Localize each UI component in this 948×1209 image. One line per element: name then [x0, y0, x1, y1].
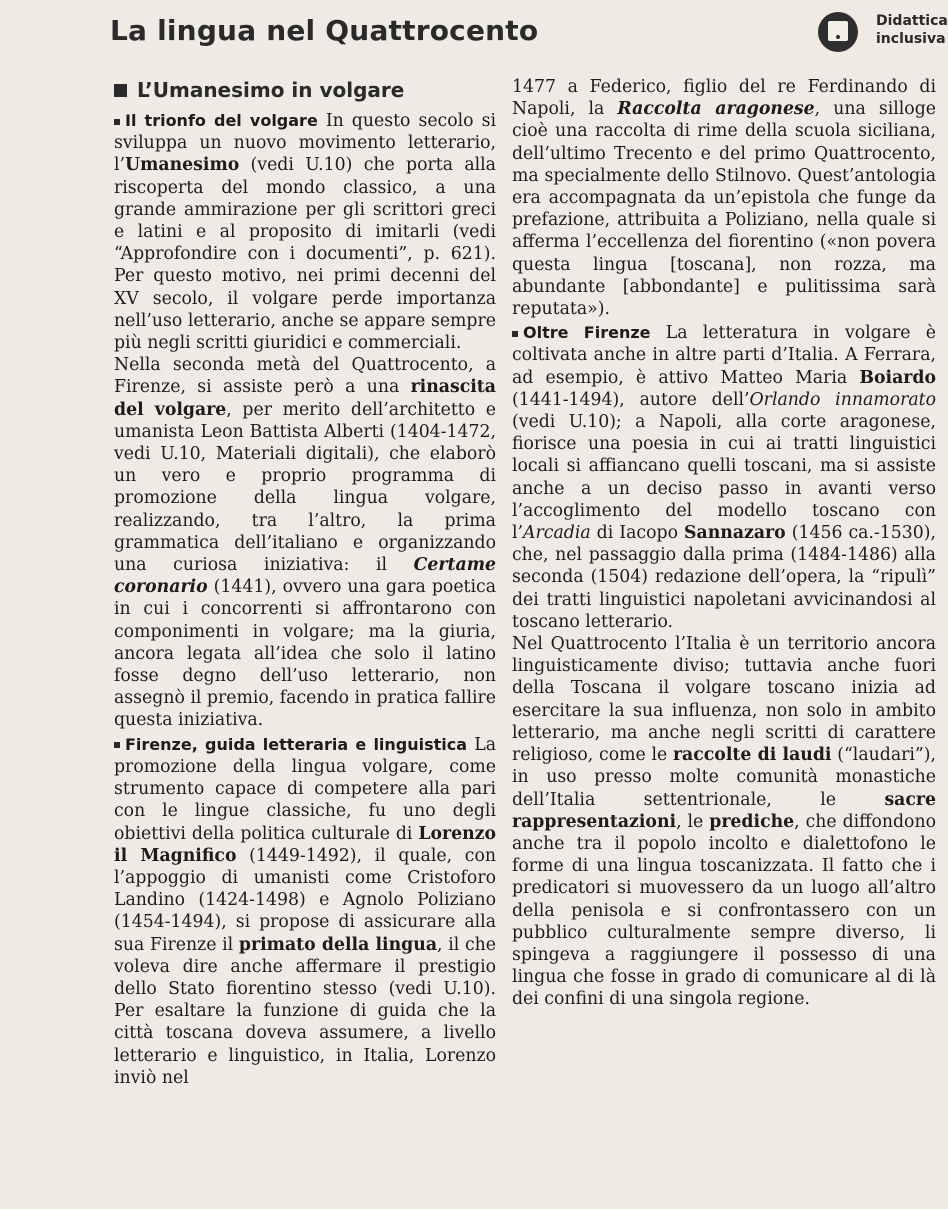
text: Nel Quattrocento l’Italia è un territorio ancora linguisticamente diviso; tuttavia anche fuori della Toscana il volgare toscano inizia ad esercitare la sua influenza, non solo in ambito letterario, ma anche negli scritti di carattere religioso, come le	[512, 634, 936, 766]
page-header	[0, 0, 948, 70]
paragraph-raccolta-aragonese	[512, 76, 936, 320]
bullet-icon	[114, 742, 120, 748]
text: In questo secolo si sviluppa un nuovo movimento letterario, l’	[114, 111, 496, 176]
paragraph-territorio-diviso	[512, 633, 936, 1010]
paragraph-firenze-guida	[114, 734, 496, 1089]
title-certame-coronario: Certame coronario	[114, 555, 496, 598]
text: La letteratura in volgare è coltivata anche in altre parti d’Italia. A Ferrara, ad esempio, è attivo Matteo Maria	[512, 323, 937, 388]
paragraph-trionfo-volgare	[114, 110, 496, 354]
text: Nella seconda metà del Quattrocento, a Firenze, si assiste però a una	[114, 355, 496, 398]
term-prediche: prediche	[709, 811, 795, 832]
bullet-icon	[512, 331, 518, 337]
title-arcadia: Arcadia	[523, 523, 591, 544]
subheading-firenze-guida: Firenze, guida letteraria e linguistica	[125, 734, 468, 754]
text: 1477 a Federico, figlio del re Ferdinando di Napoli, la	[512, 77, 936, 120]
text: , una silloge cioè una raccolta di rime della scuola siciliana, dell’ultimo Trecento e del primo Quattrocento, ma specialmente dello Stilnovo. Quest’antologia era accompagnata da un’epistola che funge da prefazione, attribuita a Poliziano, nella quale si afferma l’eccellenza del fiorentino («non povera questa lingua [toscana], non rozza, ma abundante [abbondante] e pulitissima sarà reputata»).	[512, 99, 937, 320]
term-umanesimo: Umanesimo	[125, 155, 240, 176]
right-column	[512, 76, 936, 1011]
term-rinascita-volgare: rinascita del volgare	[114, 377, 496, 420]
badge-icon-dot	[836, 35, 840, 39]
title-raccolta-aragonese: Raccolta aragonese	[617, 99, 815, 120]
term-sannazaro: Sannazaro	[684, 523, 786, 544]
text: (“laudari”), in uso presso molte comunità monastiche dell’Italia settentrionale, le	[512, 745, 936, 810]
term-raccolte-laudi: raccolte di laudi	[672, 745, 832, 766]
term-boiardo: Boiardo	[859, 367, 936, 388]
text: (vedi U.10); a Napoli, alla corte aragonese, fiorisce una poesia in cui ai tratti linguistici locali si affiancano quelli toscani, ma si assiste anche a un deciso passo in avanti verso l’accoglimento del modello toscano con l’	[512, 412, 936, 544]
text: (1456 ca.-1530), che, nel passaggio dalla prima (1484-1486) alla seconda (1504) redazione dell’opera, la “ripulì” dei tratti linguistici napoletani avvicinandosi al toscano letterario.	[512, 523, 936, 632]
term-sacre-rappresentazioni: sacre rappresentazioni	[512, 789, 936, 832]
subheading-trionfo-volgare: Il trionfo del volgare	[125, 111, 318, 130]
text: , il che voleva dire anche affermare il prestigio dello Stato fiorentino stesso (vedi U.10). Per esaltare la funzione di guida che la città toscana doveva assumere, a livello letterario e linguistico, in Italia, Lorenzo inviò nel	[114, 934, 496, 1088]
text: , che diffondono anche tra il popolo incolto e dialettofono le forme di una lingua toscanizzata. Il fatto che i predicatori si muovessero da un luogo all’altro della penisola e si confrontassero con un pubblico culturalmente sempre diverso, li spingeva a raggiungere il possesso di una lingua che fosse in grado di comunicare al di là dei confini di una singola regione.	[512, 811, 936, 1010]
text: (1449-1492), il quale, con l’appoggio di umanisti come Cristoforo Landino (1424-1498) e Agnolo Poliziano (1454-1494), si propose di assicurare alla sua Firenze il	[114, 845, 496, 955]
text: (1441), ovvero una gara poetica in cui i concorrenti si affrontarono con componimenti in volgare; ma la giuria, ancora legata all’idea che solo il latino fosse degno dell’uso letterario, non assegnò il premio, facendo in pratica fallire questa iniziativa.	[114, 577, 496, 731]
bullet-icon	[114, 119, 120, 125]
badge-line-2: inclusiva	[876, 31, 946, 47]
left-column	[114, 76, 496, 1089]
section-heading	[114, 78, 496, 102]
paragraph-rinascita-volgare	[114, 354, 496, 731]
section-title: L’Umanesimo in volgare	[137, 78, 405, 102]
term-lorenzo-magnifico: Lorenzo il Magnifico	[114, 823, 496, 866]
text: di Iacopo	[590, 523, 685, 544]
text: , per merito dell’architetto e umanista Leon Battista Alberti (1404-1472, vedi U.10, Materiali digitali), che elaborò un vero e proprio programma di promozione della lingua volgare, realizzando, tra l’altro, la prima grammatica dell’italiano e organizzando una curiosa iniziativa: il	[114, 399, 496, 576]
heading-square-icon	[114, 84, 127, 97]
paragraph-oltre-firenze	[512, 322, 936, 633]
title-orlando-innamorato: Orlando innamorato	[749, 389, 936, 410]
subheading-oltre-firenze: Oltre Firenze	[523, 323, 651, 343]
term-primato-lingua: primato della lingua	[238, 934, 438, 955]
badge-line-1: Didattica	[876, 13, 948, 29]
text: , le	[676, 811, 710, 832]
inclusive-teaching-icon	[818, 12, 858, 52]
page-title: La lingua nel Quattrocento	[110, 14, 539, 47]
text: La promozione della lingua volgare, come strumento capace di competere alla pari con le lingue classiche, fu uno degli obiettivi della politica culturale di	[114, 734, 497, 844]
inclusive-teaching-label	[876, 12, 948, 48]
text: (1441-1494), autore dell’	[512, 389, 750, 410]
text: (vedi U.10) che porta alla riscoperta del mondo classico, a una grande ammirazione per gli scrittori greci e latini e al proposito di imitarli (vedi “Approfondire con i documenti”, p. 621). Per questo motivo, nei primi decenni del XV secolo, il volgare perde importanza nell’uso letterario, anche se appare sempre più negli scritti giuridici e commerciali.	[114, 155, 496, 354]
